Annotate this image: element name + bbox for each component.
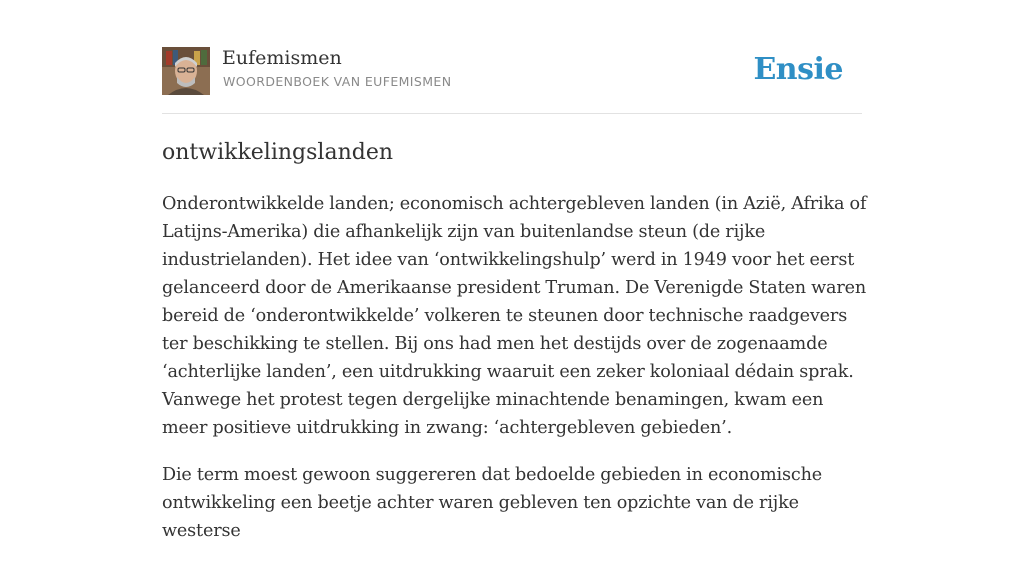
definition-paragraph: Onderontwikkelde landen; economisch achtergebleven landen (in Azië, Afrika of Latijns-Amerika) die afhankelijk zijn van buitenlandse steun (de rijke industrielanden). Het idee van ‘ontwikkelingshulp’ werd in 1949 voor het eerst gelanceerd door de Amerikaanse president Truman. De Verenigde Staten waren bereid de ‘onderontwikkelde’ volkeren te steunen door technische raadgevers ter beschikking te stellen. Bij ons had men het destijds over de zogenaamde ‘achterlijke landen’, een uitdrukking waaruit een zeker koloniaal dédain sprak. Vanwege het protest tegen dergelijke minachtende benamingen, kwam een meer positieve uitdrukking in zwang: ‘achtergebleven gebieden’. <box>162 194 867 438</box>
header-divider <box>162 113 862 114</box>
entry-definition <box>162 190 868 564</box>
author-avatar[interactable] <box>162 47 210 95</box>
header <box>162 46 862 96</box>
avatar-image <box>162 47 210 95</box>
author-subtitle[interactable]: WOORDENBOEK VAN EUFEMISMEN <box>223 74 452 89</box>
author-name[interactable]: Eufemismen <box>222 47 342 69</box>
entry-term: ontwikkelingslanden <box>162 140 394 165</box>
brand-logo[interactable]: Ensie <box>753 52 843 87</box>
definition-paragraph: Die term moest gewoon suggereren dat bedoelde gebieden in economische ontwikkeling een beetje achter waren gebleven ten opzichte van de rijke westerse <box>162 465 823 541</box>
